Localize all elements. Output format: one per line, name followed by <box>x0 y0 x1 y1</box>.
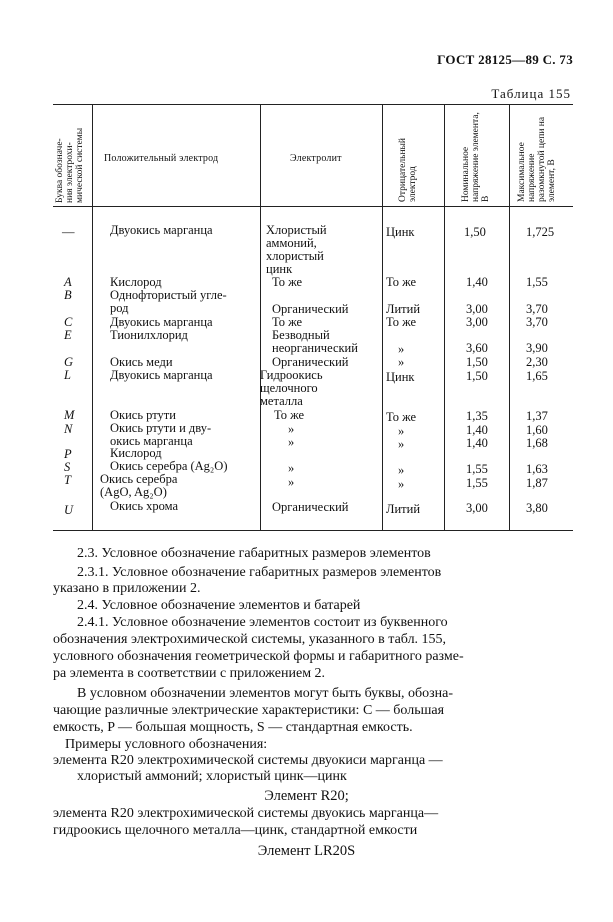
cell-electrolyte: То же <box>272 275 303 289</box>
cell-electrolyte: Хлористый аммоний, хлористый цинк <box>266 223 327 276</box>
header-electrolyte: Электролит <box>290 153 342 164</box>
paragraph: элемента R20 электрохимической системы двуокиси марганца — <box>53 753 443 768</box>
table-top-border <box>53 104 573 105</box>
cell-positive: Двуокись марганца <box>110 315 213 329</box>
cell-max: 1,65 <box>526 369 548 383</box>
cell-max: 1,55 <box>526 275 548 289</box>
paragraph: 2.3.1. Условное обозначение габаритных размеров элементов <box>77 565 442 580</box>
cell-nominal: 1,40 <box>466 423 488 437</box>
paragraph: В условном обозначении элементов могут быть буквы, обозна- <box>77 686 454 701</box>
cell-electrolyte: » <box>288 475 295 489</box>
cell-positive: Окись ртути <box>110 408 176 422</box>
paragraph: указано в приложении 2. <box>53 581 201 596</box>
col-divider <box>260 104 261 530</box>
cell-nominal: 1,40 <box>466 436 488 450</box>
paragraph: 2.4.1. Условное обозначение элементов состоит из буквенного <box>77 615 448 630</box>
cell-nominal: 1,50 <box>464 225 486 239</box>
cell-negative: То же <box>386 315 417 329</box>
cell-max: 1,87 <box>526 476 548 490</box>
cell-negative: То же <box>386 410 417 424</box>
cell-positive: Окись ртути и дву- окись марганца <box>110 421 212 448</box>
cell-max: 3,70 <box>526 315 548 329</box>
cell-electrolyte: » <box>288 461 295 475</box>
cell-electrolyte: То же <box>274 408 305 422</box>
cell-positive: Кислород <box>110 446 162 460</box>
cell-negative: » <box>398 342 405 356</box>
cell-positive: Двуокись марганца <box>110 368 213 382</box>
cell-letter: U <box>64 503 74 517</box>
cell-max: 1,60 <box>526 423 548 437</box>
cell-nominal: 3,00 <box>466 501 488 515</box>
cell-letter: E <box>64 328 72 342</box>
cell-nominal: 1,55 <box>466 476 488 490</box>
example-designation: Элемент LR20S <box>257 843 356 859</box>
paragraph: элемента R20 электрохимической системы двуокись марганца— <box>53 806 439 821</box>
cell-positive: Окись меди <box>110 355 173 369</box>
paragraph: емкость, P — большая мощность, S — стандартная емкость. <box>53 720 413 735</box>
cell-letter: P <box>64 447 72 461</box>
paragraph: Примеры условного обозначения: <box>65 737 268 752</box>
cell-negative: » <box>398 437 405 451</box>
cell-electrolyte: » <box>288 435 295 449</box>
paragraph: чающие различные электрические характеристики: C — большая <box>53 703 445 718</box>
cell-nominal: 1,55 <box>466 462 488 476</box>
cell-letter: N <box>64 422 73 436</box>
cell-negative: » <box>398 463 405 477</box>
cell-negative: Литий <box>386 502 421 516</box>
header-positive-electrode: Положительный электрод <box>104 153 219 164</box>
cell-positive: Окись серебра (AgO, Ag₂O) <box>100 472 178 499</box>
cell-max: 1,37 <box>526 409 548 423</box>
cell-electrolyte: Гидроокись щелочного металла <box>260 368 323 408</box>
cell-positive: Двуокись марганца <box>110 223 213 237</box>
cell-max: 3,70 <box>526 302 548 316</box>
cell-letter: S <box>64 460 71 474</box>
cell-nominal: 3,00 <box>466 315 488 329</box>
paragraph: условного обозначения геометрической формы и габаритного разме- <box>53 649 464 664</box>
cell-max: 3,90 <box>526 341 548 355</box>
cell-negative: Литий <box>386 302 421 316</box>
cell-nominal: 1,35 <box>466 409 488 423</box>
cell-letter: C <box>64 315 73 329</box>
paragraph: ра элемента в соответствии с приложением 2. <box>53 666 326 681</box>
cell-letter: G <box>64 355 74 369</box>
col-divider <box>509 104 510 530</box>
table-header-border <box>53 206 573 207</box>
cell-letter: A <box>64 275 72 289</box>
header-nominal-voltage: Номинальное напряжение элемента, В <box>461 112 491 202</box>
cell-electrolyte: Органический <box>272 355 349 369</box>
cell-electrolyte: Органический <box>272 500 349 514</box>
paragraph: хлористый аммоний; хлористый цинк—цинк <box>77 769 347 784</box>
cell-max: 3,80 <box>526 501 548 515</box>
cell-negative: » <box>398 424 405 438</box>
page-header: ГОСТ 28125—89 С. 73 <box>437 52 573 67</box>
cell-nominal: 3,00 <box>466 302 488 316</box>
cell-positive: Окись хрома <box>110 499 179 513</box>
cell-electrolyte: То же <box>272 315 303 329</box>
cell-max: 1,725 <box>526 225 555 239</box>
header-letter: Буква обозначе- ния электрохи- мической системы <box>55 127 85 203</box>
cell-max: 1,68 <box>526 436 548 450</box>
cell-letter: M <box>64 408 75 422</box>
cell-nominal: 1,50 <box>466 355 488 369</box>
example-designation: Элемент R20; <box>264 788 349 804</box>
cell-positive: Окись серебра (Ag₂O) <box>110 459 228 473</box>
cell-negative: » <box>398 355 405 369</box>
cell-nominal: 3,60 <box>466 341 488 355</box>
cell-max: 2,30 <box>526 355 548 369</box>
col-divider <box>382 104 383 530</box>
paragraph: 2.3. Условное обозначение габаритных размеров элементов <box>77 546 431 561</box>
col-divider <box>444 104 445 530</box>
header-negative-electrode: Отрицательный электрод <box>398 137 418 202</box>
cell-electrolyte: Органический <box>272 302 349 316</box>
cell-electrolyte: » <box>288 422 295 436</box>
paragraph: обозначения электрохимической системы, указанного в табл. 155, <box>53 632 447 647</box>
cell-nominal: 1,50 <box>466 369 488 383</box>
cell-negative: То же <box>386 275 417 289</box>
cell-letter: L <box>64 368 71 382</box>
cell-positive: Тионилхлорид <box>110 328 188 342</box>
paragraph: 2.4. Условное обозначение элементов и батарей <box>77 598 361 613</box>
cell-letter: T <box>64 473 71 487</box>
cell-letter: B <box>64 288 72 302</box>
cell-nominal: 1,40 <box>466 275 488 289</box>
cell-max: 1,63 <box>526 462 548 476</box>
cell-positive: Однофтористый угле- род <box>110 288 227 315</box>
table-bottom-border <box>53 530 573 531</box>
cell-negative: » <box>398 477 405 491</box>
cell-letter: — <box>62 225 75 239</box>
col-divider <box>92 104 93 530</box>
cell-negative: Цинк <box>386 225 415 239</box>
cell-negative: Цинк <box>386 370 415 384</box>
table-caption: Таблица 155 <box>491 86 571 101</box>
cell-electrolyte: Безводный неорганический <box>272 328 358 355</box>
header-max-voltage: Максимальное напряжение разомкнутой цепи на элемент, В <box>517 116 557 202</box>
cell-positive: Кислород <box>110 275 162 289</box>
paragraph: гидроокись щелочного металла—цинк, стандартной емкости <box>53 823 418 838</box>
